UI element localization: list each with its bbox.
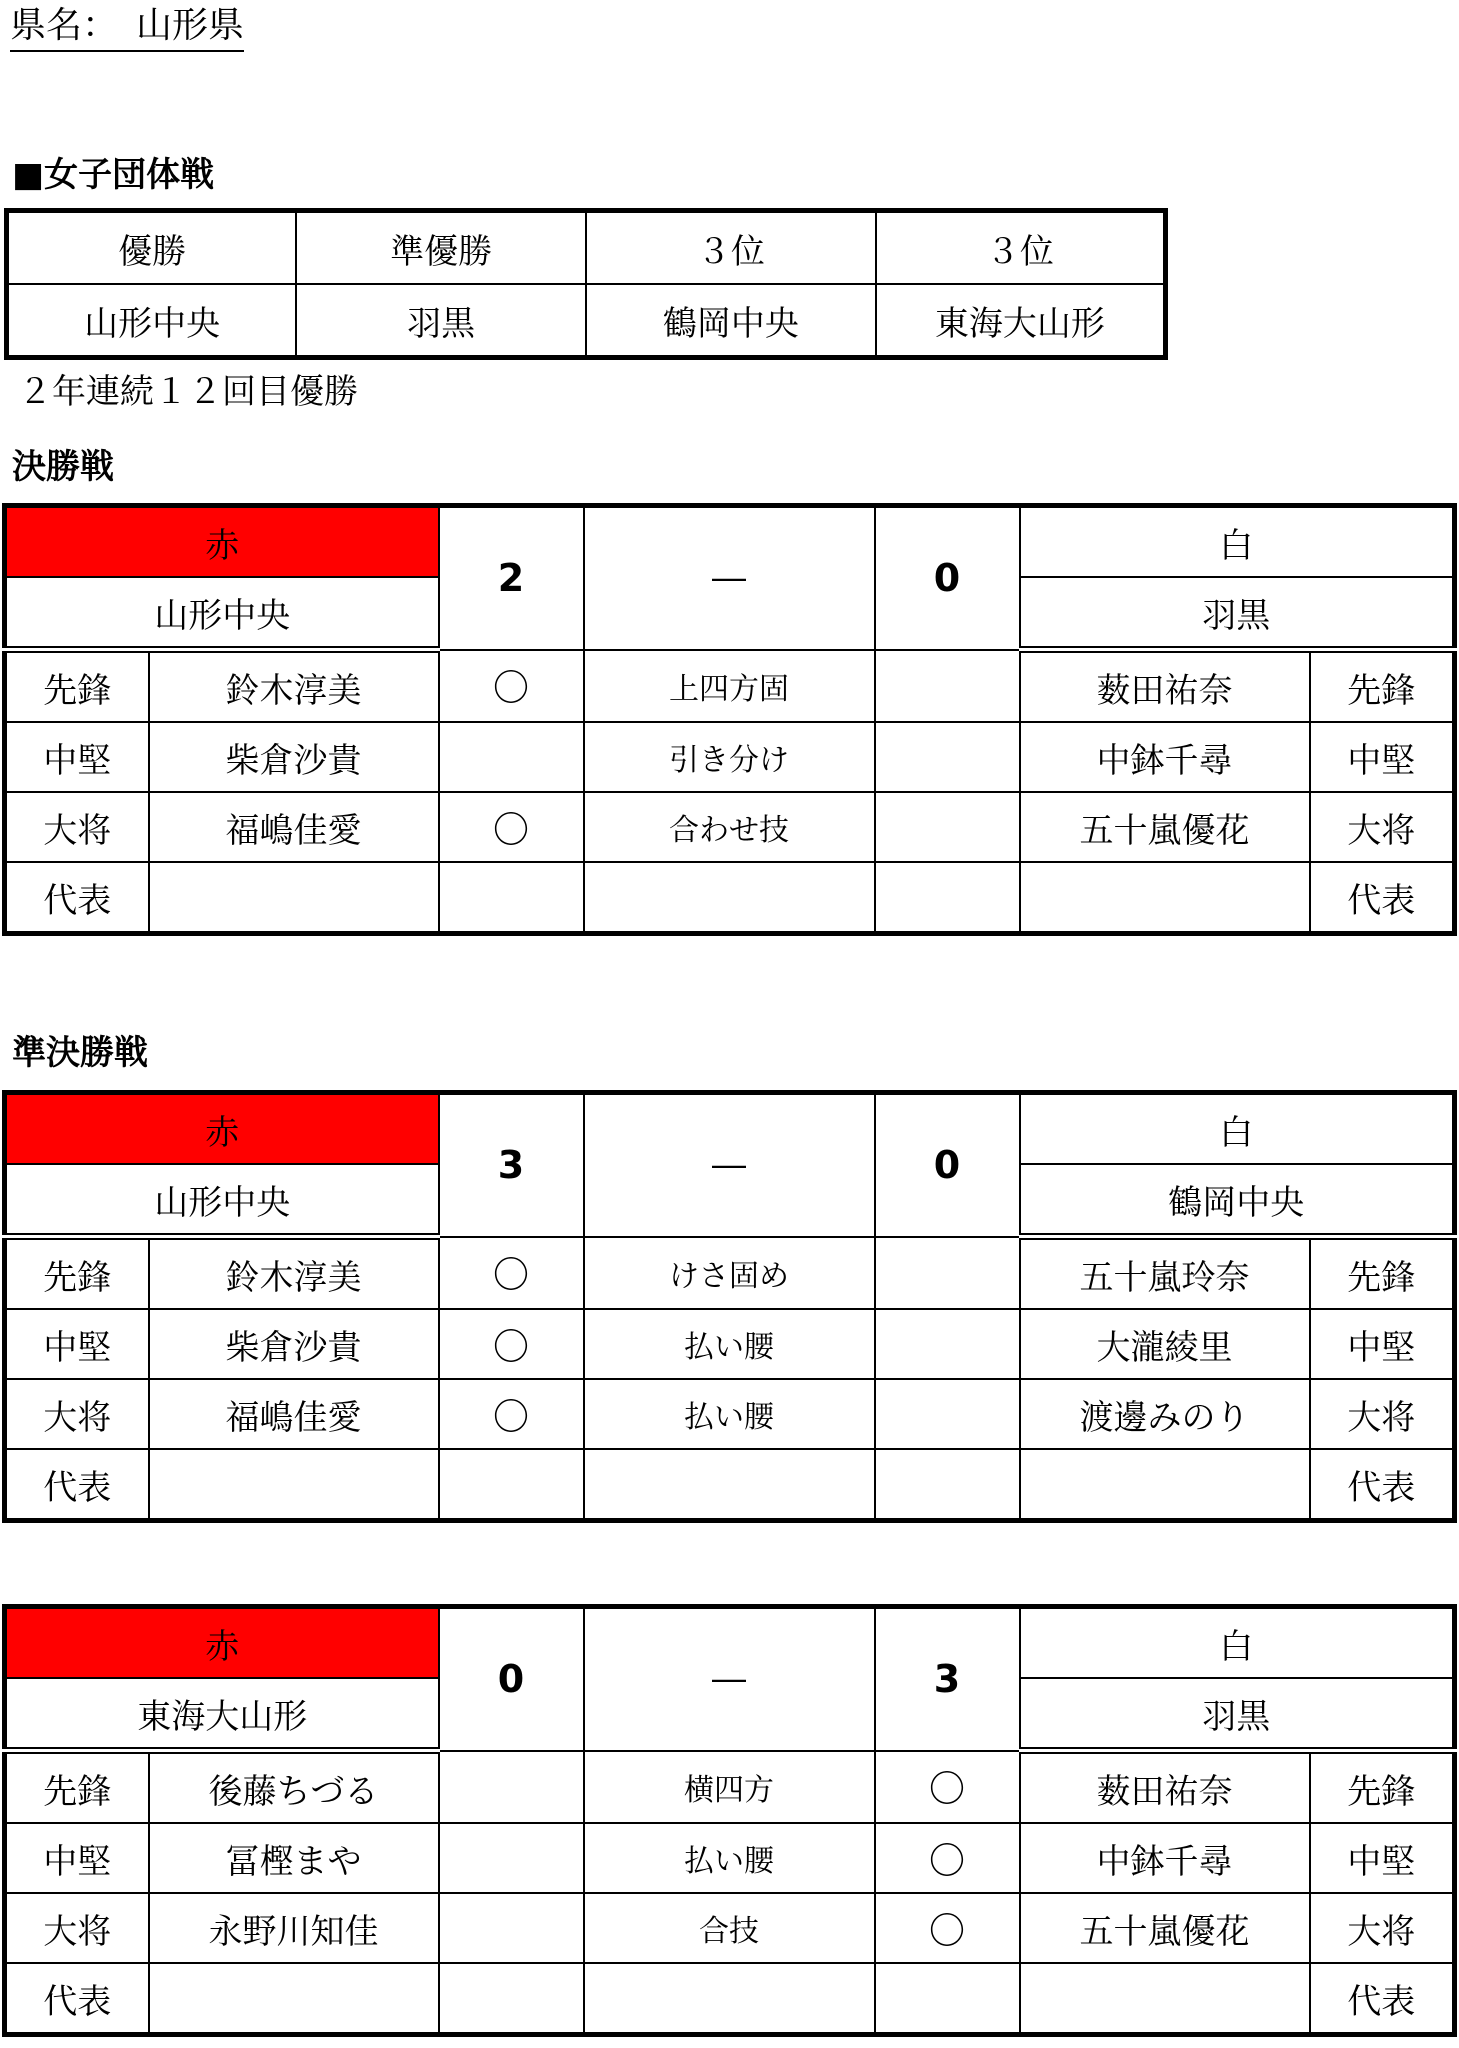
white-win-mark [875, 1309, 1020, 1379]
score-dash: ― [584, 1093, 875, 1237]
position-left: 代表 [5, 1449, 149, 1521]
red-win-mark: 〇 [439, 792, 584, 862]
score-dash: ― [584, 506, 875, 650]
final-title: 決勝戦 [12, 447, 114, 487]
red-score: 2 [439, 506, 584, 650]
white-team-name: 鶴岡中央 [1020, 1164, 1455, 1237]
position-right: 代表 [1310, 1449, 1455, 1521]
red-player-name: 後藤ちづる [149, 1751, 439, 1824]
prefecture-label: 県名： 山形県 [10, 2, 244, 52]
red-player-name: 鈴木淳美 [149, 650, 439, 723]
bout-row [5, 650, 1455, 723]
position-left: 大将 [5, 1893, 149, 1963]
white-player-name: 五十嵐優花 [1020, 1893, 1310, 1963]
position-right: 代表 [1310, 862, 1455, 934]
bout-row [5, 1893, 1455, 1963]
score-dash: ― [584, 1607, 875, 1751]
white-win-mark [875, 1237, 1020, 1310]
bout-row [5, 792, 1455, 862]
white-player-name [1020, 1963, 1310, 2035]
bout-row [5, 1309, 1455, 1379]
technique: 合技 [584, 1893, 875, 1963]
summary-header-3rd-a: ３位 [586, 211, 876, 285]
red-win-mark [439, 1823, 584, 1893]
white-player-name: 渡邊みのり [1020, 1379, 1310, 1449]
red-team-name: 東海大山形 [5, 1678, 439, 1751]
team-row-top [5, 1093, 1455, 1165]
summary-header-1st: 優勝 [7, 211, 297, 285]
summary-team-1st: 山形中央 [7, 284, 297, 358]
bout-row [5, 1449, 1455, 1521]
red-player-name: 柴倉沙貴 [149, 1309, 439, 1379]
red-win-mark [439, 1449, 584, 1521]
technique [584, 862, 875, 934]
championship-note: ２年連続１２回目優勝 [18, 372, 358, 412]
technique: 払い腰 [584, 1379, 875, 1449]
red-win-mark: 〇 [439, 650, 584, 723]
technique: 上四方固 [584, 650, 875, 723]
white-win-mark: 〇 [875, 1823, 1020, 1893]
technique: けさ固め [584, 1237, 875, 1310]
bout-row [5, 1963, 1455, 2035]
bout-row [5, 1751, 1455, 1824]
position-left: 中堅 [5, 1309, 149, 1379]
summary-team-3rd-a: 鶴岡中央 [586, 284, 876, 358]
white-score: 0 [875, 506, 1020, 650]
technique: 引き分け [584, 722, 875, 792]
white-side-label: 白 [1020, 506, 1455, 578]
summary-header-row [7, 211, 1166, 285]
white-win-mark: 〇 [875, 1893, 1020, 1963]
white-win-mark [875, 1963, 1020, 2035]
white-side-label: 白 [1020, 1093, 1455, 1165]
team-row-top [5, 1607, 1455, 1679]
position-right: 代表 [1310, 1963, 1455, 2035]
summary-team-row [7, 284, 1166, 358]
position-left: 代表 [5, 1963, 149, 2035]
red-player-name [149, 1963, 439, 2035]
red-player-name: 福嶋佳愛 [149, 1379, 439, 1449]
position-right: 中堅 [1310, 1309, 1455, 1379]
technique: 合わせ技 [584, 792, 875, 862]
red-win-mark [439, 1893, 584, 1963]
white-player-name: 薮田祐奈 [1020, 1751, 1310, 1824]
technique: 払い腰 [584, 1309, 875, 1379]
position-left: 先鋒 [5, 1751, 149, 1824]
position-right: 中堅 [1310, 1823, 1455, 1893]
red-win-mark [439, 722, 584, 792]
white-player-name: 大瀧綾里 [1020, 1309, 1310, 1379]
white-player-name: 薮田祐奈 [1020, 650, 1310, 723]
white-side-label: 白 [1020, 1607, 1455, 1679]
position-right: 大将 [1310, 1379, 1455, 1449]
red-team-name: 山形中央 [5, 1164, 439, 1237]
position-right: 先鋒 [1310, 650, 1455, 723]
position-right: 大将 [1310, 792, 1455, 862]
bout-row [5, 862, 1455, 934]
position-left: 先鋒 [5, 650, 149, 723]
red-win-mark: 〇 [439, 1237, 584, 1310]
white-player-name: 中鉢千尋 [1020, 722, 1310, 792]
section-title: ■女子団体戦 [12, 155, 215, 195]
white-win-mark [875, 1449, 1020, 1521]
red-win-mark: 〇 [439, 1379, 584, 1449]
semifinal-title: 準決勝戦 [12, 1033, 148, 1073]
white-win-mark [875, 1379, 1020, 1449]
white-win-mark: 〇 [875, 1751, 1020, 1824]
red-win-mark [439, 862, 584, 934]
white-team-name: 羽黒 [1020, 577, 1455, 650]
red-player-name: 永野川知佳 [149, 1893, 439, 1963]
red-win-mark: 〇 [439, 1309, 584, 1379]
position-right: 中堅 [1310, 722, 1455, 792]
technique [584, 1449, 875, 1521]
red-score: 3 [439, 1093, 584, 1237]
position-right: 先鋒 [1310, 1751, 1455, 1824]
white-win-mark [875, 722, 1020, 792]
technique: 払い腰 [584, 1823, 875, 1893]
white-team-name: 羽黒 [1020, 1678, 1455, 1751]
red-side-label: 赤 [5, 1093, 439, 1165]
white-score: 0 [875, 1093, 1020, 1237]
summary-team-2nd: 羽黒 [296, 284, 586, 358]
match-table [2, 1604, 1457, 2037]
position-left: 中堅 [5, 722, 149, 792]
match-table [2, 1090, 1457, 1523]
red-player-name: 福嶋佳愛 [149, 792, 439, 862]
bout-row [5, 1823, 1455, 1893]
red-player-name [149, 1449, 439, 1521]
red-side-label: 赤 [5, 1607, 439, 1679]
technique: 横四方 [584, 1751, 875, 1824]
red-player-name: 鈴木淳美 [149, 1237, 439, 1310]
summary-team-3rd-b: 東海大山形 [876, 284, 1166, 358]
red-score: 0 [439, 1607, 584, 1751]
position-left: 代表 [5, 862, 149, 934]
position-left: 先鋒 [5, 1237, 149, 1310]
summary-header-3rd-b: ３位 [876, 211, 1166, 285]
white-win-mark [875, 650, 1020, 723]
red-side-label: 赤 [5, 506, 439, 578]
bout-row [5, 1379, 1455, 1449]
position-right: 大将 [1310, 1893, 1455, 1963]
team-row-top [5, 506, 1455, 578]
white-player-name: 五十嵐玲奈 [1020, 1237, 1310, 1310]
position-right: 先鋒 [1310, 1237, 1455, 1310]
red-player-name: 冨樫まや [149, 1823, 439, 1893]
white-player-name [1020, 1449, 1310, 1521]
technique [584, 1963, 875, 2035]
white-player-name: 五十嵐優花 [1020, 792, 1310, 862]
white-win-mark [875, 792, 1020, 862]
bout-row [5, 1237, 1455, 1310]
white-player-name [1020, 862, 1310, 934]
position-left: 大将 [5, 1379, 149, 1449]
white-player-name: 中鉢千尋 [1020, 1823, 1310, 1893]
position-left: 中堅 [5, 1823, 149, 1893]
summary-header-2nd: 準優勝 [296, 211, 586, 285]
match-table [2, 503, 1457, 936]
white-win-mark [875, 862, 1020, 934]
red-win-mark [439, 1963, 584, 2035]
bout-row [5, 722, 1455, 792]
red-team-name: 山形中央 [5, 577, 439, 650]
position-left: 大将 [5, 792, 149, 862]
white-score: 3 [875, 1607, 1020, 1751]
red-win-mark [439, 1751, 584, 1824]
red-player-name: 柴倉沙貴 [149, 722, 439, 792]
results-summary-table [4, 208, 1168, 360]
red-player-name [149, 862, 439, 934]
